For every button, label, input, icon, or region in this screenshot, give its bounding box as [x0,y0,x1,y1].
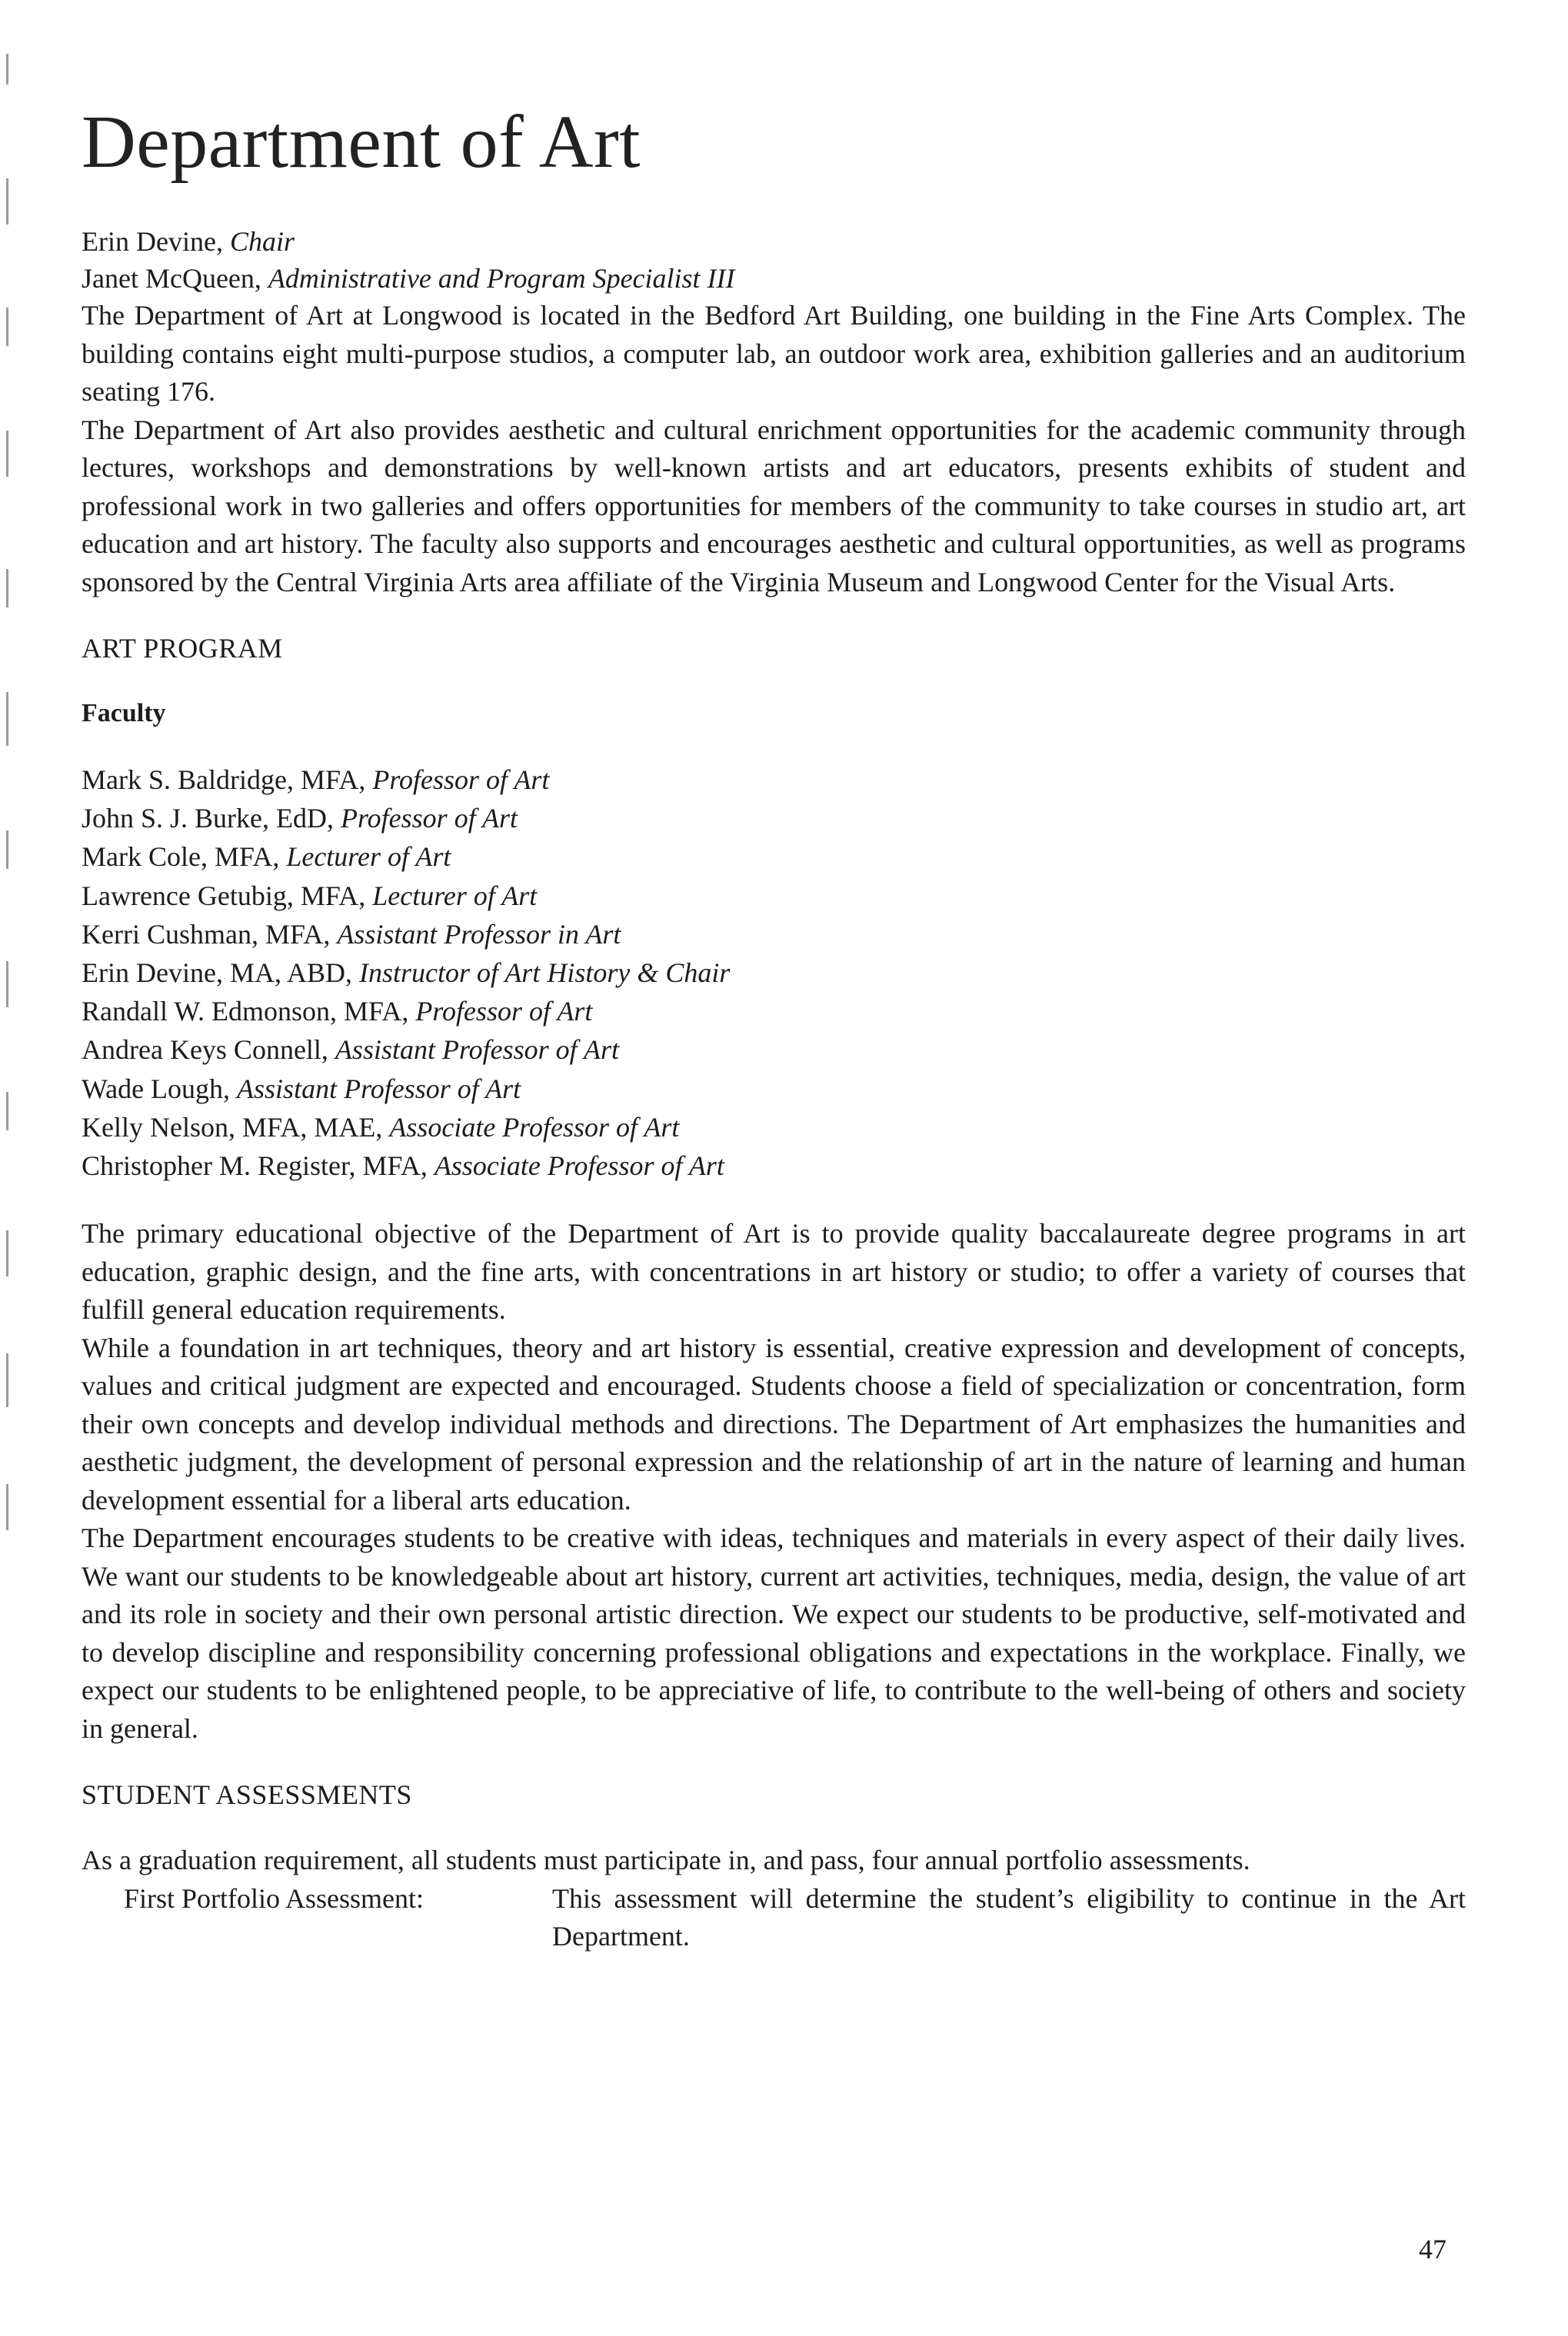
faculty-member [82,1108,1466,1146]
faculty-member [82,953,1466,992]
faculty-member [82,799,1466,837]
faculty-name: Mark S. Baldridge, MFA, [82,764,366,795]
staff-name: Janet McQueen, [82,263,261,294]
faculty-title: Lecturer of Art [286,841,451,873]
staff-list [82,223,1466,297]
staff-entry-chair [82,223,1466,260]
faculty-title: Associate Professor of Art [389,1111,680,1143]
intro-paragraph-enrichment: The Department of Art also provides aesthetic and cultural enrichment opportunities for the academic community through lectures, workshops and demonstrations by well-known artists and art educators, presents exhibits of student and professional work in two galleries and offers opportunities for members of the community to take courses in studio art, art education and art history. The faculty also supports and encourages aesthetic and cultural opportunities, as well as programs sponsored by the Central Virginia Arts area affiliate of the Virginia Museum and Longwood Center for the Visual Arts. [82,414,1466,597]
faculty-title: Professor of Art [415,996,593,1027]
faculty-name: Kerri Cushman, MFA, [82,918,331,950]
faculty-member [82,992,1466,1030]
assessments-intro: As a graduation requirement, all students must participate in, and pass, four annual portfolio assessments. [82,1845,1250,1876]
staff-role: Chair [229,226,295,257]
faculty-title: Professor of Art [372,764,550,795]
staff-role: Administrative and Program Specialist III [268,263,735,294]
binding-edge-marks [6,0,11,2336]
staff-entry-specialist [82,260,1466,297]
faculty-title: Instructor of Art History & Chair [358,957,731,989]
faculty-member [82,760,1466,799]
faculty-title: Assistant Professor in Art [337,918,621,950]
foundation-paragraph: While a foundation in art techniques, theory and art history is essential, creative expression and development of concepts, values and critical judgment are expected and encouraged. Students choose a field of specialization or concentration, form their own concepts and develop individual methods and directions. The Department of Art emphasizes the humanities and aesthetic judgment, the development of personal expression and the relationship of art in the nature of learning and human development essential for a liberal arts education. [82,1332,1466,1516]
catalog-page [82,100,1466,1956]
faculty-member [82,1146,1466,1185]
faculty-title: Lecturer of Art [372,880,538,911]
faculty-name: Wade Lough, [82,1073,231,1104]
expectations-paragraph: The Department encourages students to be creative with ideas, techniques and materials in every aspect of their daily lives. We want our students to be knowledgeable about art history, current art activities, techniques, media, design, the value of art and its role in society and their own personal artistic direction. We expect our students to be productive, self-motivated and to develop discipline and responsibility concerning professional obligations and expectations in the workplace. Finally, we expect our students to be enlightened people, to be appreciative of life, to contribute to the well-being of others and society in general. [82,1522,1466,1744]
objective-paragraph: The primary educational objective of the Department of Art is to provide quality baccalaureate degree programs in art education, graphic design, and the fine arts, with concentrations in art history or studio; to offer a variety of courses that fulfill general education requirements. [82,1218,1466,1326]
faculty-title: Associate Professor of Art [434,1150,724,1182]
faculty-name: Lawrence Getubig, MFA, [82,880,366,911]
faculty-member [82,877,1466,915]
page-number: 47 [1419,2234,1446,2264]
assessment-description: This assessment will determine the student’s eligibility to continue in the Art Department. [552,1882,1466,1952]
faculty-list [82,760,1466,1185]
assessment-label: First Portfolio Assessment: [124,1882,424,1914]
faculty-member [82,837,1466,876]
page-title: Department of Art [82,101,641,184]
faculty-member [82,915,1466,953]
student-assessments-heading: STUDENT ASSESSMENTS [82,1779,412,1811]
faculty-name: John S. J. Burke, EdD, [82,803,335,834]
intro-paragraph-location: The Department of Art at Longwood is located in the Bedford Art Building, one building in the Fine Arts Complex. The building contains eight multi-purpose studios, a computer lab, an outdoor work area, exhibition galleries and an auditorium seating 176. [82,300,1466,407]
faculty-name: Andrea Keys Connell, [82,1034,328,1066]
faculty-name: Kelly Nelson, MFA, MAE, [82,1111,383,1143]
faculty-heading: Faculty [82,699,166,727]
faculty-name: Christopher M. Register, MFA, [82,1150,428,1182]
faculty-member [82,1070,1466,1108]
faculty-name: Randall W. Edmonson, MFA, [82,996,409,1027]
faculty-name: Erin Devine, MA, ABD, [82,957,352,989]
staff-name: Erin Devine, [82,226,223,257]
faculty-title: Assistant Professor of Art [237,1073,521,1104]
art-program-heading: ART PROGRAM [82,633,283,664]
assessment-item [82,1880,1466,1956]
faculty-title: Assistant Professor of Art [335,1034,619,1066]
faculty-member [82,1030,1466,1069]
faculty-name: Mark Cole, MFA, [82,841,280,873]
faculty-title: Professor of Art [341,803,518,834]
